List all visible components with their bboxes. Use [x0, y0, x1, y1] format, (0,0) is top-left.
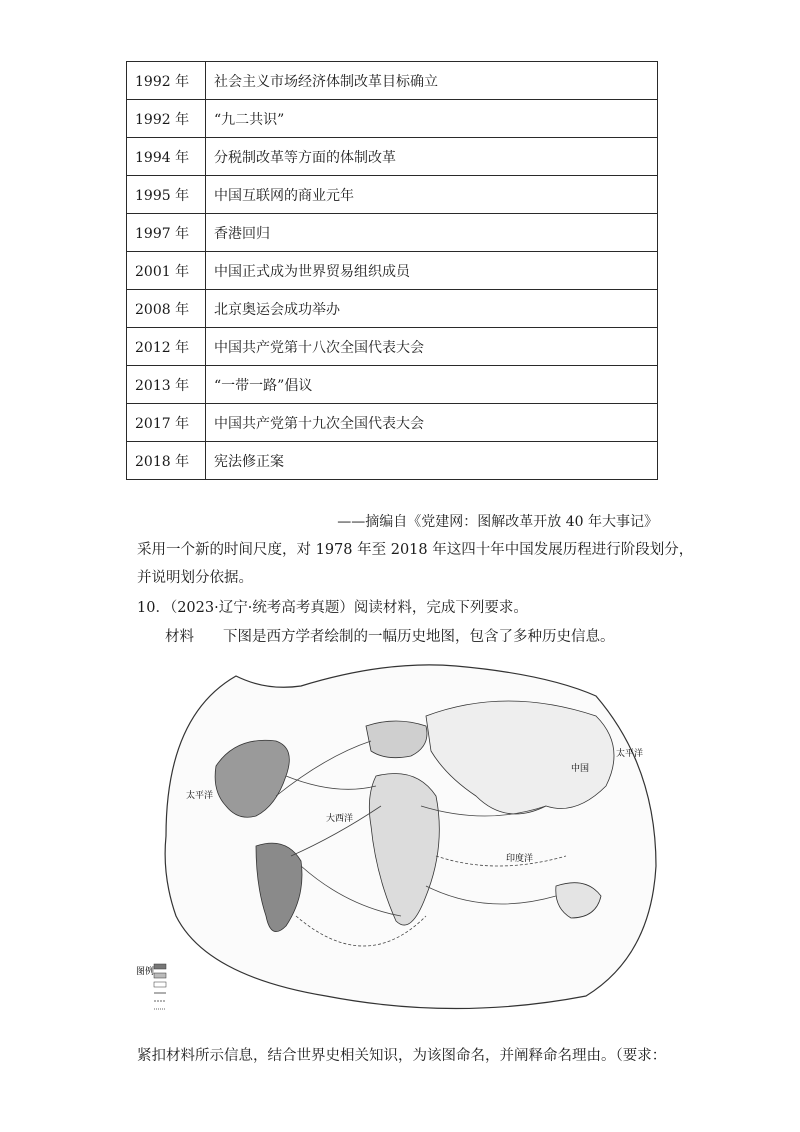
- event-cell: 中国共产党第十九次全国代表大会: [206, 404, 658, 442]
- table-row: [127, 252, 658, 290]
- table-row: [127, 138, 658, 176]
- year-cell: 1994 年: [127, 138, 206, 176]
- event-cell: 分税制改革等方面的体制改革: [206, 138, 658, 176]
- year-cell: 2018 年: [127, 442, 206, 480]
- table-row: [127, 176, 658, 214]
- year-cell: 1997 年: [127, 214, 206, 252]
- question10-heading: 10．（2023·辽宁·统考高考真题）阅读材料，完成下列要求。: [137, 600, 528, 616]
- question10-task: 紧扣材料所示信息，结合世界史相关知识，为该图命名，并阐释命名理由。（要求：: [137, 1048, 667, 1064]
- source-citation: ——摘编自《党建网：图解改革开放 40 年大事记》: [337, 514, 658, 530]
- event-cell: 宪法修正案: [206, 442, 658, 480]
- event-cell: 北京奥运会成功举办: [206, 290, 658, 328]
- event-cell: 香港回归: [206, 214, 658, 252]
- year-cell: 2012 年: [127, 328, 206, 366]
- year-cell: 2013 年: [127, 366, 206, 404]
- europe-landmass: [366, 721, 427, 758]
- table-row: [127, 328, 658, 366]
- event-cell: 社会主义市场经济体制改革目标确立: [206, 62, 658, 100]
- timeline-table: [126, 61, 658, 480]
- year-cell: 1992 年: [127, 100, 206, 138]
- table-row: [127, 442, 658, 480]
- table-row: [127, 290, 658, 328]
- table-row: [127, 214, 658, 252]
- year-cell: 1992 年: [127, 62, 206, 100]
- map-legend: [136, 964, 166, 1009]
- historical-world-map: [126, 656, 674, 1036]
- event-cell: 中国正式成为世界贸易组织成员: [206, 252, 658, 290]
- event-cell: 中国共产党第十八次全国代表大会: [206, 328, 658, 366]
- legend-swatch-1: [154, 964, 166, 969]
- legend-title: 图例: [136, 967, 155, 977]
- map-svg: [126, 656, 674, 1036]
- label-china: 中国: [571, 764, 590, 774]
- table-row: [127, 366, 658, 404]
- legend-swatch-2: [154, 973, 166, 978]
- label-atlantic: 大西洋: [326, 814, 354, 824]
- year-cell: 1995 年: [127, 176, 206, 214]
- year-cell: 2001 年: [127, 252, 206, 290]
- question9-line1: 采用一个新的时间尺度，对 1978 年至 2018 年这四十年中国发展历程进行阶段划分，: [137, 542, 694, 558]
- label-indian: 印度洋: [506, 854, 534, 864]
- event-cell: 中国互联网的商业元年: [206, 176, 658, 214]
- table-row: [127, 62, 658, 100]
- label-pacific-left: 太平洋: [186, 791, 214, 801]
- table-row: [127, 404, 658, 442]
- legend-swatch-3: [154, 982, 166, 987]
- year-cell: 2017 年: [127, 404, 206, 442]
- event-cell: “一带一路”倡议: [206, 366, 658, 404]
- question10-material: 材料 下图是西方学者绘制的一幅历史地图，包含了多种历史信息。: [165, 629, 615, 645]
- question9-line2: 并说明划分依据。: [137, 570, 253, 586]
- table-row: [127, 100, 658, 138]
- label-pacific-right: 太平洋: [616, 749, 644, 759]
- event-cell: “九二共识”: [206, 100, 658, 138]
- year-cell: 2008 年: [127, 290, 206, 328]
